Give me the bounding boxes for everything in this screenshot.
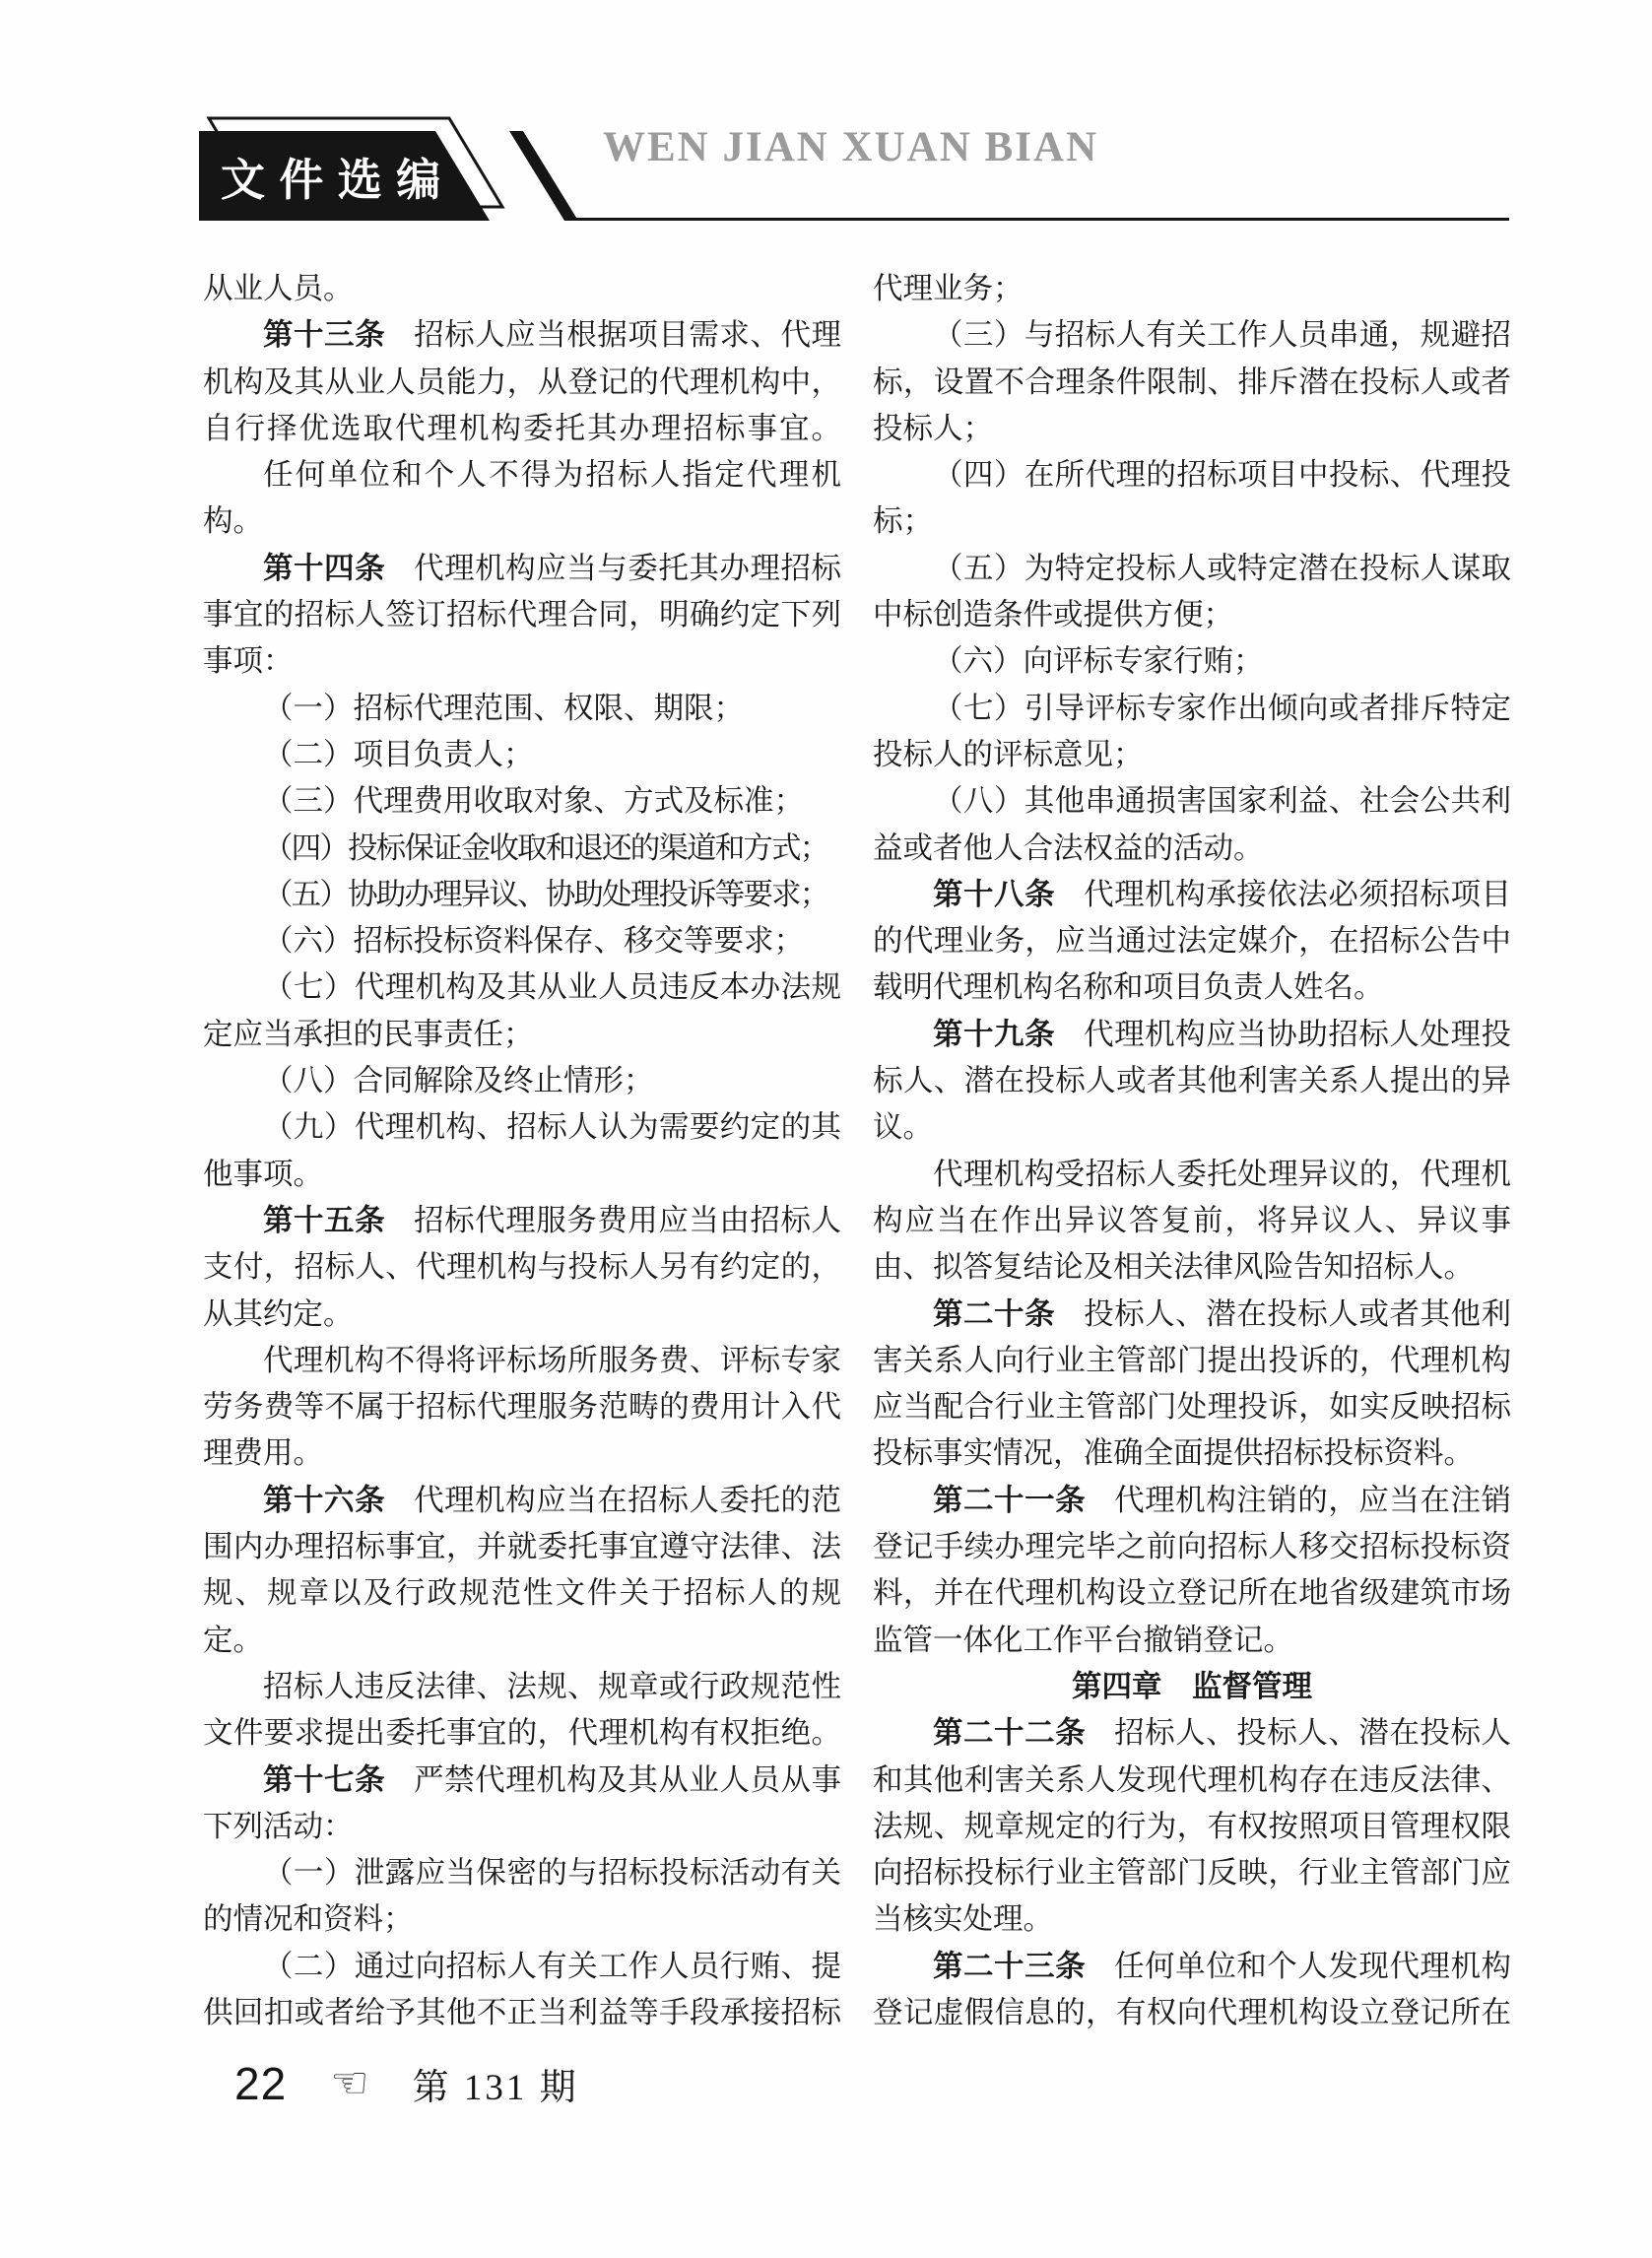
- line-text: 代理机构应当在招标人委托的范: [414, 1483, 841, 1517]
- text-line: [203, 638, 841, 685]
- line-text: 代理机构承接依法必须招标项目: [1084, 877, 1511, 911]
- header-rule: [576, 218, 1509, 221]
- text-line: [873, 1058, 1511, 1104]
- line-text: 代理机构不得将评标场所服务费、评标专家: [263, 1343, 841, 1377]
- line-text: 构。: [203, 504, 263, 539]
- text-line: [203, 1804, 841, 1850]
- line-text: 代理业务；: [873, 272, 1024, 305]
- line-text: 料，并在代理机构设立登记所在地省级建筑市场: [873, 1576, 1511, 1611]
- text-line: [203, 592, 841, 638]
- line-text: 标人、潜在投标人或者其他利害关系人提出的异: [873, 1064, 1511, 1098]
- text-line: [873, 918, 1511, 964]
- text-line: [873, 406, 1511, 452]
- text-line: [873, 872, 1511, 918]
- line-text: 定应当承担的民事责任；: [203, 1017, 534, 1051]
- text-line: [203, 546, 841, 592]
- article-number: 第二十二条: [933, 1716, 1087, 1751]
- text-line: [203, 266, 841, 312]
- text-line: [203, 686, 841, 732]
- line-text: （三）代理费用收取对象、方式及标准；: [263, 784, 804, 819]
- line-text: 载明代理机构名称和项目负责人姓名。: [873, 970, 1384, 1005]
- line-text: （八）合同解除及终止情形；: [263, 1064, 654, 1098]
- text-line: [203, 1058, 841, 1104]
- text-line: [873, 686, 1511, 732]
- text-line: [873, 964, 1511, 1011]
- article-number: 第二十一条: [933, 1483, 1087, 1517]
- text-line: [203, 1850, 841, 1896]
- article-number: 第二十条: [933, 1296, 1056, 1331]
- text-line: [203, 1990, 841, 2036]
- line-text: 代理机构受招标人委托处理异议的，代理机: [933, 1157, 1511, 1191]
- line-text: 当核实处理。: [873, 1902, 1053, 1937]
- line-text: 构应当在作出异议答复前，将异议人、异议事: [873, 1203, 1511, 1237]
- line-text: 代理机构应当协助招标人处理投: [1084, 1017, 1511, 1051]
- text-line: [873, 1524, 1511, 1570]
- text-line: [873, 1758, 1511, 1804]
- text-line: [873, 1152, 1511, 1198]
- text-line: [203, 1198, 841, 1244]
- line-text: 法规、规章规定的行为，有权按照项目管理权限: [873, 1809, 1511, 1843]
- line-text: （六）招标投标资料保存、移交等要求；: [263, 924, 804, 959]
- line-text: （五）协助办理异议、协助处理投诉等要求；: [263, 877, 828, 911]
- line-text: 事宜的招标人签订招标代理合同，明确约定下列: [203, 598, 841, 632]
- text-line: [203, 1944, 841, 1990]
- line-text: 机构及其从业人员能力，从登记的代理机构中，: [203, 365, 841, 399]
- line-text: 任何单位和个人不得为招标人指定代理机: [263, 458, 841, 493]
- line-text: 中标创造条件或提供方便；: [873, 598, 1233, 632]
- issue-number: 第 131 期: [412, 2068, 579, 2108]
- section-badge-label: 文件选编: [221, 155, 455, 205]
- line-text: 招标人、投标人、潜在投标人: [1114, 1716, 1511, 1751]
- text-line: [873, 1198, 1511, 1244]
- text-line: [203, 732, 841, 778]
- text-line: [873, 1896, 1511, 1943]
- right-column: [873, 266, 1511, 2036]
- text-line: [873, 1012, 1511, 1058]
- text-line: [203, 406, 841, 452]
- line-text: 他事项。: [203, 1157, 323, 1191]
- line-text: 招标人违反法律、法规、规章或行政规范性: [263, 1669, 841, 1703]
- text-line: [203, 452, 841, 498]
- text-line: [203, 1152, 841, 1198]
- line-text: （八）其他串通损害国家利益、社会公共利: [933, 784, 1511, 819]
- line-text: （二）通过向招标人有关工作人员行贿、提: [263, 1949, 841, 1983]
- page-number: 22: [234, 2058, 288, 2109]
- text-line: [873, 826, 1511, 872]
- text-line: [203, 964, 841, 1011]
- line-text: 登记手续办理完毕之前向招标人移交招标投标资: [873, 1530, 1511, 1564]
- text-line: [203, 1430, 841, 1477]
- text-line: [873, 1244, 1511, 1291]
- line-text: 登记虚假信息的，有权向代理机构设立登记所在: [873, 1995, 1511, 2029]
- text-line: [873, 1384, 1511, 1430]
- text-line: [203, 498, 841, 545]
- text-line: [873, 638, 1511, 685]
- text-line: [203, 872, 841, 918]
- article-number: 第十九条: [933, 1017, 1056, 1051]
- text-line: [873, 266, 1511, 312]
- line-text: 从其约定。: [203, 1296, 354, 1331]
- text-line: [873, 546, 1511, 592]
- text-line: [203, 360, 841, 406]
- line-text: 下列活动：: [203, 1809, 354, 1843]
- line-text: 的代理业务，应当通过法定媒介，在招标公告中: [873, 924, 1511, 959]
- badge-slash-decoration: [509, 131, 578, 221]
- line-text: 代理机构应当与委托其办理招标: [414, 551, 841, 585]
- text-line: [203, 1292, 841, 1338]
- text-line: [873, 1292, 1511, 1338]
- text-line: [203, 1012, 841, 1058]
- chapter-heading: [873, 1664, 1511, 1710]
- line-text: （一）泄露应当保密的与招标投标活动有关: [263, 1856, 841, 1891]
- line-text: 向招标投标行业主管部门反映，行业主管部门应: [873, 1856, 1511, 1891]
- line-text: （五）为特定投标人或特定潜在投标人谋取: [933, 551, 1511, 585]
- section-subtitle-pinyin: WEN JIAN XUAN BIAN: [603, 124, 1099, 170]
- line-text: 事项：: [203, 644, 294, 679]
- line-text: （六）向评标专家行贿；: [933, 644, 1264, 679]
- text-line: [203, 1710, 841, 1757]
- line-text: 围内办理招标事宜，并就委托事宜遵守法律、法: [203, 1530, 841, 1564]
- text-line: [873, 1430, 1511, 1477]
- line-text: （四）在所代理的招标项目中投标、代理投: [933, 458, 1511, 493]
- text-line: [873, 312, 1511, 359]
- text-line: [203, 778, 841, 825]
- article-number: 第十六条: [263, 1483, 386, 1517]
- line-text: 的情况和资料；: [203, 1902, 414, 1937]
- line-text: 自行择优选取代理机构委托其办理招标事宜。: [203, 411, 841, 445]
- line-text: 严禁代理机构及其从业人员从事: [414, 1762, 841, 1797]
- pointing-hand-icon: ☜: [330, 2059, 369, 2107]
- text-line: [203, 1758, 841, 1804]
- article-number: 第二十三条: [933, 1949, 1087, 1983]
- text-line: [203, 1384, 841, 1430]
- article-number: 第十八条: [933, 877, 1056, 911]
- text-line: [873, 1478, 1511, 1524]
- text-line: [873, 1944, 1511, 1990]
- text-line: [873, 1990, 1511, 2036]
- line-text: 益或者他人合法权益的活动。: [873, 830, 1264, 865]
- line-text: 文件要求提出委托事宜的，代理机构有权拒绝。: [203, 1716, 841, 1751]
- line-text: 招标人应当根据项目需求、代理: [414, 318, 841, 353]
- text-line: [873, 732, 1511, 778]
- line-text: 劳务费等不属于招标代理服务范畴的费用计入代: [203, 1390, 841, 1425]
- text-line: [203, 1478, 841, 1524]
- text-line: [203, 1896, 841, 1943]
- left-column: [203, 266, 841, 2036]
- line-text: 由、拟答复结论及相关法律风险告知招标人。: [873, 1250, 1474, 1285]
- text-line: [873, 1570, 1511, 1617]
- line-text: （二）项目负责人；: [263, 737, 534, 771]
- line-text: （七）代理机构及其从业人员违反本办法规: [263, 970, 841, 1005]
- line-text: 从业人员。: [203, 272, 354, 305]
- line-text: 招标代理服务费用应当由招标人: [414, 1203, 841, 1237]
- text-line: [203, 918, 841, 964]
- line-text: 应当配合行业主管部门处理投诉，如实反映招标: [873, 1390, 1511, 1425]
- article-number: 第十五条: [263, 1203, 386, 1237]
- line-text: （七）引导评标专家作出倾向或者排斥特定: [933, 691, 1511, 725]
- line-text: 任何单位和个人发现代理机构: [1114, 1949, 1511, 1983]
- line-text: 定。: [203, 1623, 263, 1657]
- line-text: 害关系人向行业主管部门提出投诉的，代理机构: [873, 1343, 1511, 1377]
- text-line: [203, 1244, 841, 1291]
- line-text: （三）与招标人有关工作人员串通，规避招: [933, 318, 1511, 353]
- line-text: 标；: [873, 504, 933, 539]
- text-line: [873, 592, 1511, 638]
- text-line: [203, 1664, 841, 1710]
- line-text: 投标人的评标意见；: [873, 737, 1144, 771]
- text-line: [873, 1710, 1511, 1757]
- line-text: 理费用。: [203, 1436, 323, 1471]
- text-line: [873, 452, 1511, 498]
- article-number: 第十三条: [263, 318, 386, 353]
- page-footer: [234, 2057, 579, 2110]
- line-text: 第四章 监督管理: [1072, 1669, 1312, 1703]
- text-line: [203, 826, 841, 872]
- line-text: 代理机构注销的，应当在注销: [1114, 1483, 1511, 1517]
- line-text: 投标事实情况，准确全面提供招标投标资料。: [873, 1436, 1474, 1471]
- line-text: 供回扣或者给予其他不正当利益等手段承接招标: [203, 1995, 841, 2029]
- text-line: [203, 1524, 841, 1570]
- text-line: [873, 1850, 1511, 1896]
- line-text: 投标人；: [873, 411, 993, 445]
- text-line: [873, 1338, 1511, 1384]
- article-number: 第十四条: [263, 551, 386, 585]
- line-text: 议。: [873, 1110, 933, 1145]
- text-line: [203, 1104, 841, 1151]
- line-text: （一）招标代理范围、权限、期限；: [263, 691, 744, 725]
- text-line: [873, 778, 1511, 825]
- line-text: 监管一体化工作平台撤销登记。: [873, 1623, 1293, 1657]
- text-line: [203, 1570, 841, 1617]
- line-text: 规、规章以及行政规范性文件关于招标人的规: [203, 1576, 841, 1611]
- text-line: [873, 498, 1511, 545]
- text-line: [203, 1338, 841, 1384]
- line-text: 标，设置不合理条件限制、排斥潜在投标人或者: [873, 365, 1511, 399]
- text-line: [873, 1804, 1511, 1850]
- text-line: [873, 360, 1511, 406]
- text-line: [873, 1618, 1511, 1664]
- line-text: （九）代理机构、招标人认为需要约定的其: [263, 1110, 841, 1145]
- text-line: [203, 1618, 841, 1664]
- line-text: （四）投标保证金收取和退还的渠道和方式；: [263, 830, 828, 865]
- line-text: 投标人、潜在投标人或者其他利: [1084, 1296, 1511, 1331]
- line-text: 和其他利害关系人发现代理机构存在违反法律、: [873, 1762, 1511, 1797]
- text-line: [203, 312, 841, 359]
- article-number: 第十七条: [263, 1762, 386, 1797]
- text-line: [873, 1104, 1511, 1151]
- line-text: 支付，招标人、代理机构与投标人另有约定的，: [203, 1250, 841, 1285]
